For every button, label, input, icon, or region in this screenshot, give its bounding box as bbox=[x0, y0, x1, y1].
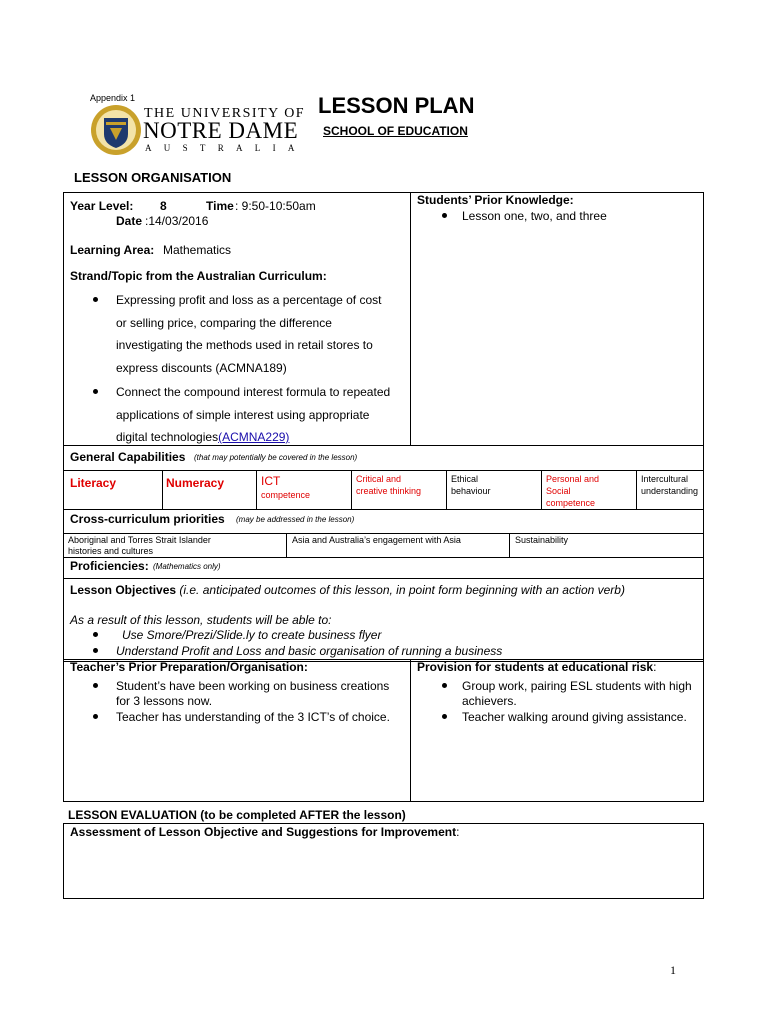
acmna229-link[interactable]: (ACMNA229) bbox=[218, 430, 290, 444]
evaluation-box-label: Assessment of Lesson Objective and Suggestions for Improvement bbox=[70, 825, 457, 839]
learning-area-value: Mathematics bbox=[163, 243, 232, 257]
general-capabilities-label: General Capabilities bbox=[70, 450, 186, 464]
capability-ict: ICT bbox=[261, 474, 281, 488]
cross-curriculum-label: Cross-curriculum priorities bbox=[70, 512, 225, 526]
objectives-note: (i.e. anticipated outcomes of this lesson, in point form beginning with an action verb) bbox=[179, 583, 625, 597]
university-name-line2: NOTRE DAME bbox=[143, 118, 299, 143]
divider bbox=[63, 557, 704, 558]
capability-personal-line1: Personal and bbox=[546, 474, 600, 484]
bullet-icon bbox=[93, 632, 98, 637]
date-value: :14/03/2016 bbox=[145, 214, 209, 228]
learning-area-label: Learning Area: bbox=[70, 243, 155, 257]
year-level-label: Year Level: bbox=[70, 199, 134, 213]
time-label: Time bbox=[206, 199, 234, 213]
capability-ict-sub: competence bbox=[261, 490, 311, 500]
risk-item-1-line-1: Group work, pairing ESL students with high bbox=[462, 679, 692, 693]
capability-critical-line2: creative thinking bbox=[356, 486, 422, 496]
strand-item-2-line-3-wrap bbox=[116, 430, 289, 444]
prior-knowledge-item: Lesson one, two, and three bbox=[462, 209, 607, 223]
capability-critical-line1: Critical and bbox=[356, 474, 402, 484]
strand-item-2-line-2: applications of simple interest using appropriate bbox=[116, 408, 370, 422]
strand-item-1-line-3: investigating the methods used in retail stores to bbox=[116, 338, 373, 352]
bullet-icon bbox=[93, 714, 98, 719]
risk-heading bbox=[417, 660, 656, 674]
capability-intercultural-line1: Intercultural bbox=[641, 474, 689, 484]
priority-aboriginal-line2: histories and cultures bbox=[68, 546, 154, 556]
preparation-item-2: Teacher has understanding of the 3 ICT’s of choice. bbox=[116, 710, 390, 724]
proficiencies-note: (Mathematics only) bbox=[153, 562, 221, 571]
risk-colon: : bbox=[653, 660, 657, 674]
capability-ethical-line2: behaviour bbox=[451, 486, 491, 496]
strand-item-1-line-4: express discounts (ACMNA189) bbox=[116, 361, 287, 375]
prior-knowledge-label: Students’ Prior Knowledge: bbox=[417, 193, 574, 207]
bullet-icon bbox=[442, 714, 447, 719]
cross-curriculum-note: (may be addressed in the lesson) bbox=[236, 515, 355, 524]
preparation-item-1-line-2: for 3 lessons now. bbox=[116, 694, 213, 708]
divider bbox=[636, 470, 637, 509]
divider bbox=[63, 533, 704, 534]
divider bbox=[256, 470, 257, 509]
divider bbox=[63, 470, 704, 471]
date-label: Date bbox=[116, 214, 143, 228]
divider bbox=[63, 445, 704, 446]
capability-personal-line2: Social bbox=[546, 486, 571, 496]
preparation-item-1-line-1: Student’s have been working on business creations bbox=[116, 679, 390, 693]
capability-intercultural-line2: understanding bbox=[641, 486, 699, 496]
university-name-line3: AUSTRALIA bbox=[145, 143, 307, 153]
university-name-line1: THE UNIVERSITY OF bbox=[144, 106, 306, 121]
divider bbox=[351, 470, 352, 509]
bullet-icon bbox=[93, 648, 98, 653]
objectives-heading bbox=[70, 583, 625, 597]
divider bbox=[509, 533, 510, 557]
risk-item-1-line-2: achievers. bbox=[462, 694, 517, 708]
capability-ethical-line1: Ethical bbox=[451, 474, 479, 484]
strand-item-1-line-2: or selling price, comparing the difference bbox=[116, 316, 332, 330]
bullet-icon bbox=[93, 389, 98, 394]
appendix-label: Appendix 1 bbox=[90, 93, 136, 103]
strand-item-1-line-1: Expressing profit and loss as a percentage of cost bbox=[116, 293, 382, 307]
risk-item-2: Teacher walking around giving assistance. bbox=[462, 710, 687, 724]
objectives-label: Lesson Objectives bbox=[70, 583, 177, 597]
divider bbox=[410, 192, 411, 445]
strand-item-2-line-3: digital technologies bbox=[116, 430, 219, 444]
bullet-icon bbox=[93, 683, 98, 688]
divider bbox=[63, 578, 704, 579]
preparation-label: Teacher’s Prior Preparation/Organisation: bbox=[70, 660, 308, 674]
objective-item-2: Understand Profit and Loss and basic organisation of running a business bbox=[116, 644, 503, 658]
evaluation-heading: LESSON EVALUATION (to be completed AFTER the lesson) bbox=[68, 808, 406, 822]
capability-personal-line3: competence bbox=[546, 498, 596, 508]
proficiencies-label: Proficiencies: bbox=[70, 559, 149, 573]
divider bbox=[446, 470, 447, 509]
divider bbox=[410, 659, 411, 802]
objective-item-1: Use Smore/Prezi/Slide.ly to create business flyer bbox=[122, 628, 382, 642]
page-subtitle: SCHOOL OF EDUCATION bbox=[323, 124, 468, 138]
divider bbox=[541, 470, 542, 509]
university-crest-icon bbox=[90, 104, 142, 156]
divider bbox=[63, 509, 704, 510]
objectives-intro: As a result of this lesson, students will be able to: bbox=[70, 613, 332, 627]
capability-literacy: Literacy bbox=[70, 476, 117, 490]
bullet-icon bbox=[442, 683, 447, 688]
divider bbox=[286, 533, 287, 557]
risk-label: Provision for students at educational risk bbox=[417, 660, 654, 674]
capability-numeracy: Numeracy bbox=[166, 476, 225, 490]
evaluation-box-heading bbox=[70, 825, 459, 839]
divider bbox=[162, 470, 163, 509]
evaluation-box-colon: : bbox=[456, 825, 460, 839]
page-number: 1 bbox=[670, 963, 676, 977]
general-capabilities-note: (that may potentially be covered in the lesson) bbox=[194, 453, 358, 462]
time-value: : 9:50-10:50am bbox=[235, 199, 316, 213]
bullet-icon bbox=[93, 297, 98, 302]
organisation-heading: LESSON ORGANISATION bbox=[74, 170, 232, 185]
year-level-value: 8 bbox=[160, 199, 167, 213]
strand-label: Strand/Topic from the Australian Curriculum: bbox=[70, 269, 327, 283]
priority-aboriginal-line1: Aboriginal and Torres Strait Islander bbox=[68, 535, 211, 545]
strand-item-2-line-1: Connect the compound interest formula to repeated bbox=[116, 385, 391, 399]
page-title: LESSON PLAN bbox=[318, 93, 475, 118]
priority-sustainability: Sustainability bbox=[515, 535, 569, 545]
bullet-icon bbox=[442, 213, 447, 218]
priority-asia: Asia and Australia’s engagement with Asia bbox=[292, 535, 461, 545]
